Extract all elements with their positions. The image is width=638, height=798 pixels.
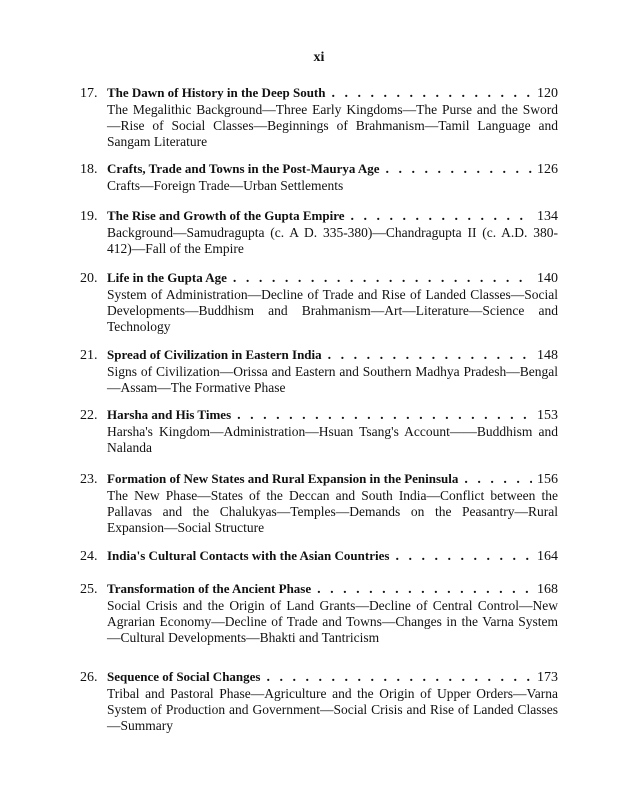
chapter-page: 120 xyxy=(537,86,558,101)
toc-entry-heading xyxy=(80,547,558,565)
chapter-subtopics: Tribal and Pastoral Phase—Agriculture and the Origin of Upper Orders—Varna System of Production and Government—Social Crisis and Rise of Landed Classes—Summary xyxy=(107,686,558,733)
toc-entry xyxy=(80,346,558,396)
chapter-subtopics: Social Crisis and the Origin of Land Grants—Decline of Central Control—New Agrarian Economy—Decline of Trade and Towns—Changes in the Varna System—Cultural Developments—Bhakti and Tantricism xyxy=(107,598,558,645)
dot-leader xyxy=(345,208,532,225)
dot-leader xyxy=(322,347,532,364)
toc-entry-heading xyxy=(80,207,558,225)
chapter-page: 153 xyxy=(537,408,558,423)
chapter-number: 22. xyxy=(80,408,98,423)
chapter-number: 24. xyxy=(80,549,98,564)
chapter-subtopics: Signs of Civilization—Orissa and Eastern and Southern Madhya Pradesh—Bengal—Assam—The Formative Phase xyxy=(107,364,558,395)
toc-entry xyxy=(80,580,558,646)
toc-entry xyxy=(80,547,558,565)
chapter-page: 134 xyxy=(537,209,558,224)
chapter-number: 18. xyxy=(80,162,98,177)
chapter-title: Transformation of the Ancient Phase xyxy=(107,581,312,596)
chapter-page: 168 xyxy=(537,582,558,597)
dot-leader xyxy=(227,270,532,287)
dot-leader xyxy=(458,471,532,488)
chapter-number: 20. xyxy=(80,271,98,286)
chapter-page: 164 xyxy=(537,549,558,564)
chapter-number: 23. xyxy=(80,472,98,487)
chapter-number: 25. xyxy=(80,582,98,597)
toc-entry xyxy=(80,668,558,734)
chapter-number: 17. xyxy=(80,86,98,101)
toc-entry xyxy=(80,470,558,536)
toc-entry-heading xyxy=(80,470,558,488)
toc-entry-heading xyxy=(80,406,558,424)
toc-entry-heading xyxy=(80,160,558,178)
chapter-title: Sequence of Social Changes xyxy=(107,669,261,684)
chapter-title: Formation of New States and Rural Expansion in the Peninsula xyxy=(107,471,459,486)
chapter-subtopics: The New Phase—States of the Deccan and South India—Conflict between the Pallavas and the Chalukyas—Temples—Demands on the Peasantry—Rural Expansion—Social Structure xyxy=(107,488,558,535)
toc-entry-heading xyxy=(80,84,558,102)
chapter-page: 156 xyxy=(537,472,558,487)
toc-entry-heading xyxy=(80,269,558,287)
toc-entry xyxy=(80,269,558,335)
toc-entry xyxy=(80,84,558,150)
chapter-title: Harsha and His Times xyxy=(107,407,232,422)
chapter-number: 26. xyxy=(80,670,98,685)
chapter-subtopics: System of Administration—Decline of Trade and Rise of Landed Classes—Social Developments—Buddhism and Brahmanism—Art—Literature—Science and Technology xyxy=(107,287,558,334)
chapter-subtopics: Crafts—Foreign Trade—Urban Settlements xyxy=(107,178,344,193)
chapter-number: 19. xyxy=(80,209,98,224)
toc-entry xyxy=(80,406,558,456)
toc-entry xyxy=(80,207,558,257)
dot-leader xyxy=(260,669,532,686)
chapter-page: 140 xyxy=(537,271,558,286)
toc-entry-heading xyxy=(80,580,558,598)
dot-leader xyxy=(326,85,533,102)
chapter-subtopics: Background—Samudragupta (c. A D. 335-380)—Chandragupta II (c. A.D. 380-412)—Fall of the Empire xyxy=(107,225,558,256)
chapter-page: 148 xyxy=(537,348,558,363)
chapter-title: India's Cultural Contacts with the Asian Countries xyxy=(107,548,390,563)
chapter-title: Spread of Civilization in Eastern India xyxy=(107,347,322,362)
toc-entry-heading xyxy=(80,668,558,686)
dot-leader xyxy=(380,161,532,178)
chapter-page: 173 xyxy=(537,670,558,685)
dot-leader xyxy=(311,581,532,598)
chapter-subtopics: Harsha's Kingdom—Administration—Hsuan Tsang's Account——Buddhism and Nalanda xyxy=(107,424,558,455)
dot-leader xyxy=(389,548,532,565)
chapter-title: The Rise and Growth of the Gupta Empire xyxy=(107,208,345,223)
page-number: xi xyxy=(313,50,325,65)
toc-entry-heading xyxy=(80,346,558,364)
toc-entry xyxy=(80,160,558,194)
chapter-subtopics: The Megalithic Background—Three Early Kingdoms—The Purse and the Sword—Rise of Social Classes—Beginnings of Brahmanism—Tamil Language and Sangam Literature xyxy=(107,102,558,149)
chapter-title: The Dawn of History in the Deep South xyxy=(107,85,326,100)
chapter-number: 21. xyxy=(80,348,98,363)
chapter-page: 126 xyxy=(537,162,558,177)
chapter-title: Crafts, Trade and Towns in the Post-Maurya Age xyxy=(107,161,380,176)
dot-leader xyxy=(231,407,532,424)
chapter-title: Life in the Gupta Age xyxy=(107,270,227,285)
